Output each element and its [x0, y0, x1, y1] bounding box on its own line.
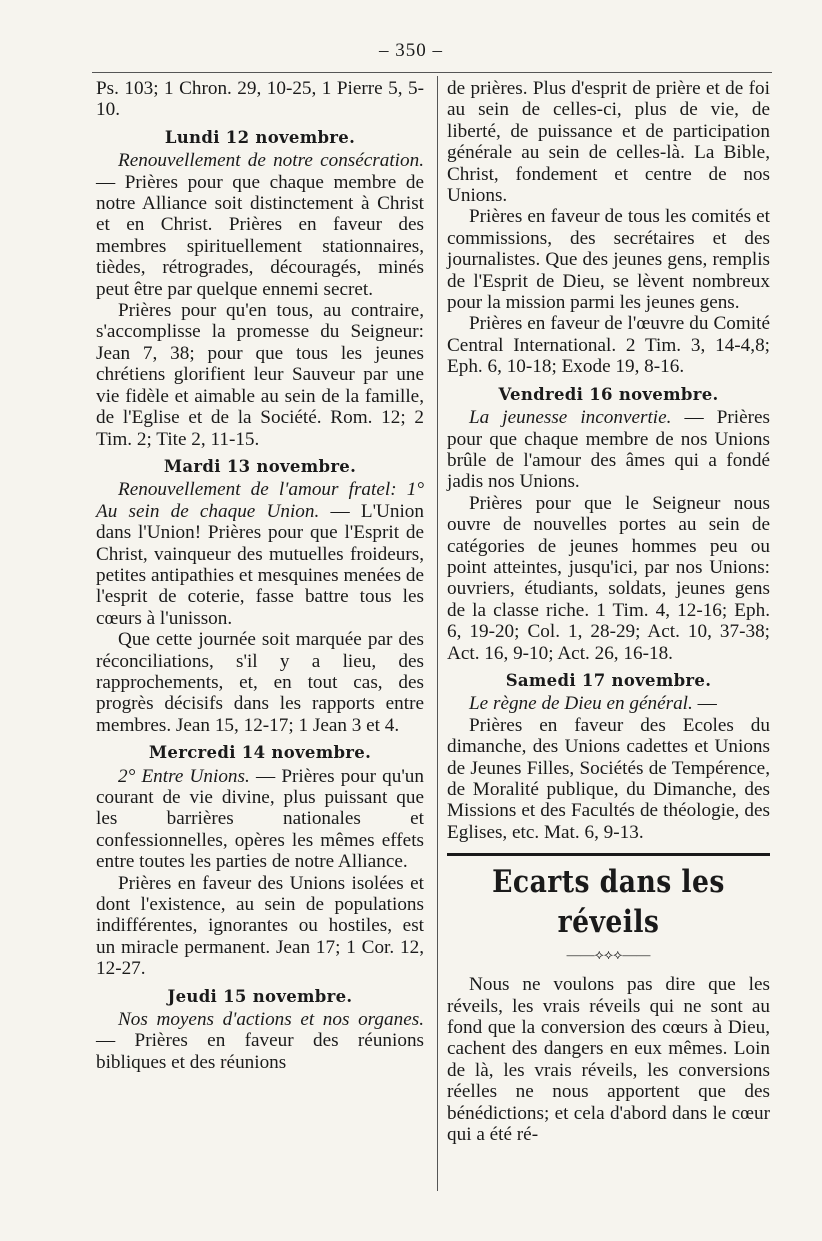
- paragraph-lead: Nos moyens d'actions et nos organes.: [118, 1009, 424, 1031]
- day-heading: Mercredi 14 novembre.: [148, 743, 372, 763]
- paragraph: [447, 313, 770, 377]
- section-rule: [447, 853, 770, 856]
- paragraph-text: Prières pour qu'en tous, au contraire, s'accomplisse la promesse du Seigneur: Jean 7, 38; pour que tous les jeunes chrétiens glorifient leur Sauveur par une vie fidèle et aimable au sein de la famille, de l'Eglise et de la Société. Rom. 12; 2 Tim. 2; Tite 2, 11-15.: [96, 300, 424, 450]
- left-column: [96, 78, 424, 1073]
- paragraph: [96, 479, 424, 629]
- paragraph-lead: 2° Entre Unions.: [118, 765, 250, 787]
- paragraph: [96, 766, 424, 873]
- paragraph-text: de prières. Plus d'esprit de prière et de foi au sein de celles-ci, plus de vie, de liberté, de puissance et de participation générale au sein de celles-là. La Bible, Christ, fondement et centre de nos Unions.: [447, 78, 770, 207]
- paragraph-text: Prières en faveur de l'œuvre du Comité Central International. 2 Tim. 3, 14-4,8; Eph. 6, 10-18; Exode 19, 8-16.: [447, 313, 770, 378]
- title-ornament: ——⟡⟡⟡——: [566, 948, 651, 964]
- paragraph: [96, 300, 424, 450]
- day-heading: Jeudi 15 novembre.: [167, 986, 353, 1006]
- paragraph-lead: Renouvellement de notre consécration.: [118, 150, 424, 172]
- paragraph-text: Que cette journée soit marquée par des réconciliations, s'il y a lieu, des rapprochements, et, en tout cas, des progrès décisifs dans les rapports entre membres. Jean 15, 12-17; 1 Jean 3 et 4.: [96, 629, 424, 736]
- paragraph: [96, 629, 424, 736]
- top-rule: [92, 72, 772, 73]
- paragraph-text: Ps. 103; 1 Chron. 29, 10-25, 1 Pierre 5, 5-10.: [96, 78, 424, 121]
- paragraph-text: — Prières en faveur des réunions bibliques et des réunions: [96, 1030, 424, 1073]
- paragraph-text: Prières en faveur des Unions isolées et dont l'existence, au sein de populations indifférentes, ignorantes ou hostiles, est un miracle permanent. Jean 17; 1 Cor. 12, 12-27.: [96, 872, 424, 980]
- paragraph-text: — L'Union dans l'Union! Prières pour que l'Esprit de Christ, vainqueur des mutuelles froideurs, petites antipathies et mesquines menées de l'esprit de coterie, fasse battre tous les cœurs à l'unisson.: [96, 500, 424, 629]
- day-heading: Mardi 13 novembre.: [163, 456, 357, 476]
- paragraph: [447, 715, 770, 843]
- paragraph-lead: Renouvellement de l'amour fratel: 1° Au sein de chaque Union.: [96, 479, 424, 522]
- paragraph-text: Prières en faveur de tous les comités et commissions, des secrétaires et des journalistes. Que des jeunes gens, remplis de l'Esprit de Dieu, se lèvent nombreux pour la mission parmi les jeunes gens.: [447, 206, 770, 314]
- paragraph-text: Nous ne voulons pas dire que les réveils, les vrais réveils qui ne sont au fond que la conversion des cœurs à Dieu, cachent des dangers en eux mêmes. Loin de là, les vrais réveils, les conversions réelles ne nous apportent que des bénédictions; et cela d'abord dans le cœur qui a été ré-: [447, 974, 770, 1146]
- paragraph-text: Prières en faveur des Ecoles du dimanche, des Unions cadettes et Unions de Jeunes Filles, Sociétés de Tempérence, de Moralité publique, du Dimanche, des Missions et des Facultés de théologie, des Eglises, etc. Mat. 6, 9-13.: [447, 714, 770, 843]
- paragraph: [447, 407, 770, 493]
- column-divider: [437, 76, 438, 1191]
- day-heading: Lundi 12 novembre.: [164, 127, 356, 147]
- paragraph-lead: La jeunesse inconvertie.: [469, 407, 672, 429]
- paragraph-text: — Prières pour que chaque membre de notre Alliance soit distinctement à Christ et en Christ. Prières en faveur des membres spirituellement stationnaires, tièdes, rétrogrades, découragés, minés peut être par quelque ennemi secret.: [96, 171, 424, 300]
- page-number: – 350 –: [379, 40, 443, 61]
- paragraph: [96, 873, 424, 980]
- paragraph: [447, 78, 770, 206]
- paragraph: [447, 493, 770, 664]
- day-heading: Samedi 17 novembre.: [505, 670, 712, 690]
- paragraph: [447, 974, 770, 1145]
- right-column: [447, 78, 770, 1145]
- paragraph: [96, 78, 424, 121]
- day-heading: Vendredi 16 novembre.: [498, 384, 719, 404]
- paragraph: [447, 206, 770, 313]
- paragraph: [96, 150, 424, 300]
- article-title: Ecarts dans les réveils: [492, 864, 725, 941]
- paragraph-text: — Prières pour que chaque membre de nos Unions brûle de l'amour des âmes qui a fondé jadis nos Unions.: [447, 407, 770, 493]
- paragraph: [96, 1009, 424, 1073]
- paragraph-text: Prières pour que le Seigneur nous ouvre de nouvelles portes au sein de catégories de jeunes hommes peu ou point atteintes, jusqu'ici, par nos Unions: ouvriers, étudiants, soldats, jeunes gens de la classe riche. 1 Tim. 4, 12-16; Eph. 6, 19-20; Col. 1, 28-29; Act. 10, 37-38; Act. 16, 9-10; Act. 26, 16-18.: [447, 492, 770, 664]
- paragraph: [447, 693, 770, 714]
- paragraph-text: —: [692, 693, 717, 715]
- paragraph-lead: Le règne de Dieu en général.: [469, 693, 693, 715]
- paragraph-text: — Prières pour qu'un courant de vie divine, plus puissant que les barrières nationales et confessionnelles, opères les mêmes effets entre toutes les parties de notre Alliance.: [96, 765, 424, 873]
